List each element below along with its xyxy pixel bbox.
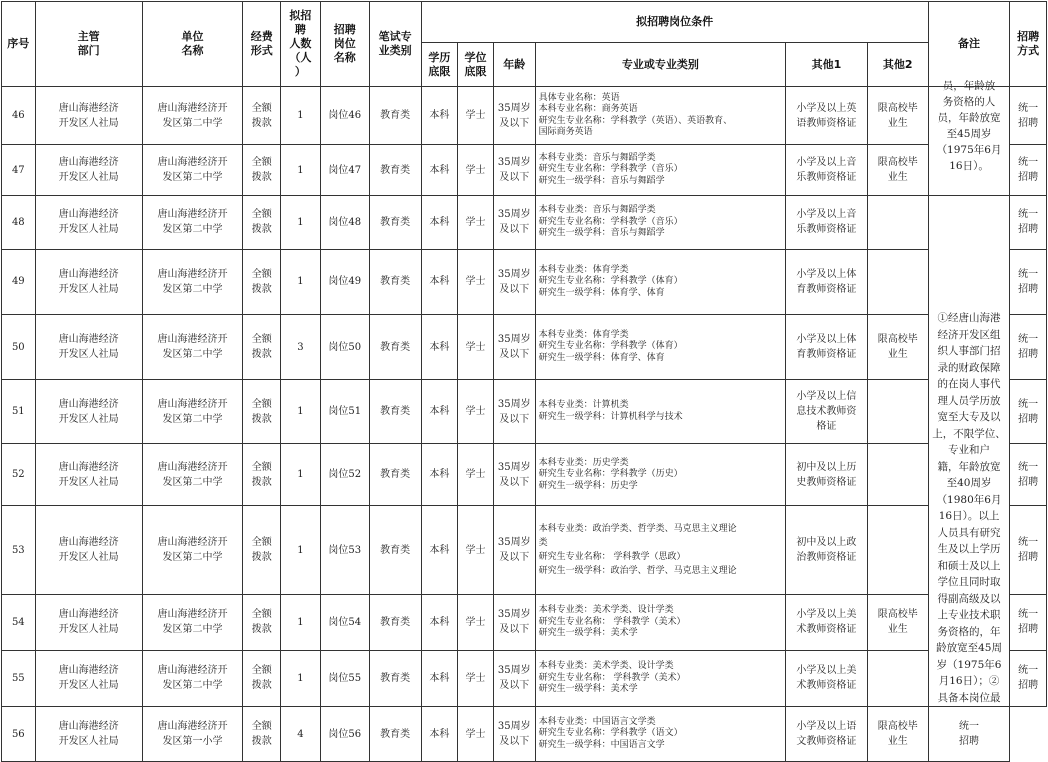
cell-unit: 唐山海港经济开 发区第二中学	[142, 87, 243, 145]
cell-exam: 教育类	[369, 249, 421, 314]
cell-count: 1	[281, 196, 321, 250]
cell-degree: 学士	[458, 594, 494, 650]
table-row	[2, 145, 1047, 196]
cell-exam: 教育类	[369, 145, 421, 196]
cell-age: 35周岁 及以下	[493, 196, 535, 250]
header-degree: 学位 底限	[458, 43, 494, 87]
cell-method: 统一 招聘	[1010, 196, 1047, 250]
cell-position: 岗位48	[320, 196, 369, 250]
cell-method: 统一 招聘	[1010, 314, 1047, 379]
table-row	[2, 87, 1047, 145]
table-row	[2, 314, 1047, 379]
cell-funding: 全额 拨款	[243, 707, 281, 762]
cell-edu: 本科	[421, 249, 458, 314]
cell-other2	[867, 196, 928, 250]
cell-unit: 唐山海港经济开 发区第二中学	[142, 506, 243, 595]
cell-other2	[867, 249, 928, 314]
cell-count: 1	[281, 380, 321, 444]
cell-dept: 唐山海港经济 开发区人社局	[35, 249, 142, 314]
cell-age: 35周岁 及以下	[493, 249, 535, 314]
cell-other1: 初中及以上历 史教师资格证	[786, 444, 867, 506]
cell-other1: 小学及以上英 语教师资格证	[786, 87, 867, 145]
cell-method: 统一 招聘	[1010, 650, 1047, 706]
cell-funding: 全额 拨款	[243, 249, 281, 314]
header-count: 拟招 聘 人数 （人 ）	[281, 2, 321, 87]
cell-edu: 本科	[421, 196, 458, 250]
cell-degree: 学士	[458, 196, 494, 250]
cell-dept: 唐山海港经济 开发区人社局	[35, 196, 142, 250]
cell-other1: 初中及以上政 治教师资格证	[786, 506, 867, 595]
table-row	[2, 380, 1047, 444]
cell-edu: 本科	[421, 145, 458, 196]
cell-exam: 教育类	[369, 87, 421, 145]
cell-exam: 教育类	[369, 380, 421, 444]
cell-funding: 全额 拨款	[243, 506, 281, 595]
table-row	[2, 650, 1047, 706]
cell-age: 35周岁 及以下	[493, 707, 535, 762]
cell-edu: 本科	[421, 707, 458, 762]
header-funding: 经费 形式	[243, 2, 281, 87]
header-age: 年龄	[493, 43, 535, 87]
cell-position: 岗位47	[320, 145, 369, 196]
cell-count: 4	[281, 707, 321, 762]
header-edu: 学历 底限	[421, 43, 458, 87]
cell-seq: 56	[2, 707, 36, 762]
cell-edu: 本科	[421, 87, 458, 145]
cell-count: 1	[281, 506, 321, 595]
header-conditions: 拟招聘岗位条件	[421, 2, 928, 43]
cell-dept: 唐山海港经济 开发区人社局	[35, 506, 142, 595]
cell-major: 本科专业类：体育学类 研究生专业名称：学科教学（体育） 研究生一级学科：体育学、体育	[535, 249, 786, 314]
cell-degree: 学士	[458, 314, 494, 379]
cell-other2	[867, 506, 928, 595]
cell-major: 本科专业类：计算机类 研究生一级学科：计算机科学与技术	[535, 380, 786, 444]
cell-seq: 53	[2, 506, 36, 595]
cell-method: 统一 招聘	[1010, 249, 1047, 314]
cell-age: 35周岁 及以下	[493, 145, 535, 196]
cell-method: 统一 招聘	[1010, 380, 1047, 444]
cell-exam: 教育类	[369, 196, 421, 250]
cell-other2: 限高校毕 业生	[867, 87, 928, 145]
cell-age: 35周岁 及以下	[493, 380, 535, 444]
cell-age: 35周岁 及以下	[493, 87, 535, 145]
cell-unit: 唐山海港经济开 发区第二中学	[142, 594, 243, 650]
cell-count: 1	[281, 650, 321, 706]
cell-dept: 唐山海港经济 开发区人社局	[35, 594, 142, 650]
table-row	[2, 249, 1047, 314]
cell-dept: 唐山海港经济 开发区人社局	[35, 145, 142, 196]
cell-degree: 学士	[458, 380, 494, 444]
cell-major: 本科专业类：美术学类、设计学类 研究生专业名称： 学科教学（美术） 研究生一级学科：美术学	[535, 650, 786, 706]
recruitment-table	[1, 1, 1047, 762]
cell-exam: 教育类	[369, 707, 421, 762]
cell-method: 统一 招聘	[1010, 444, 1047, 506]
cell-unit: 唐山海港经济开 发区第二中学	[142, 650, 243, 706]
header-remark: 备注	[928, 2, 1009, 87]
cell-count: 1	[281, 249, 321, 314]
header-other2: 其他2	[867, 43, 928, 87]
cell-exam: 教育类	[369, 444, 421, 506]
cell-age: 35周岁 及以下	[493, 650, 535, 706]
cell-seq: 51	[2, 380, 36, 444]
cell-degree: 学士	[458, 87, 494, 145]
cell-method: 统一 招聘	[1010, 145, 1047, 196]
cell-other2	[867, 380, 928, 444]
cell-edu: 本科	[421, 380, 458, 444]
cell-dept: 唐山海港经济 开发区人社局	[35, 444, 142, 506]
cell-exam: 教育类	[369, 506, 421, 595]
cell-position: 岗位56	[320, 707, 369, 762]
header-unit: 单位 名称	[142, 2, 243, 87]
cell-other2: 限高校毕 业生	[867, 707, 928, 762]
cell-degree: 学士	[458, 145, 494, 196]
cell-position: 岗位53	[320, 506, 369, 595]
cell-funding: 全额 拨款	[243, 314, 281, 379]
cell-seq: 52	[2, 444, 36, 506]
cell-unit: 唐山海港经济开 发区第二中学	[142, 145, 243, 196]
header-position: 招聘 岗位 名称	[320, 2, 369, 87]
cell-edu: 本科	[421, 314, 458, 379]
table-row	[2, 444, 1047, 506]
cell-age: 35周岁 及以下	[493, 594, 535, 650]
cell-major: 本科专业类：美术学类、设计学类 研究生专业名称： 学科教学（美术） 研究生一级学科：美术学	[535, 594, 786, 650]
cell-dept: 唐山海港经济 开发区人社局	[35, 707, 142, 762]
cell-funding: 全额 拨款	[243, 444, 281, 506]
cell-degree: 学士	[458, 249, 494, 314]
cell-position: 岗位46	[320, 87, 369, 145]
cell-count: 1	[281, 444, 321, 506]
cell-funding: 全额 拨款	[243, 196, 281, 250]
cell-other1: 小学及以上体 育教师资格证	[786, 314, 867, 379]
cell-count: 1	[281, 87, 321, 145]
cell-seq: 54	[2, 594, 36, 650]
cell-age: 35周岁 及以下	[493, 444, 535, 506]
cell-method: 统一 招聘	[1010, 594, 1047, 650]
cell-other1: 小学及以上体 育教师资格证	[786, 249, 867, 314]
cell-dept: 唐山海港经济 开发区人社局	[35, 87, 142, 145]
cell-other2	[867, 444, 928, 506]
cell-other1: 小学及以上语 文教师资格证	[786, 707, 867, 762]
cell-degree: 学士	[458, 444, 494, 506]
cell-major: 本科专业类：中国语言文学类 研究生专业名称：学科教学（语文） 研究生一级学科：中国语言文学	[535, 707, 786, 762]
cell-remark-top: 员，年龄放 务资格的人 员，年龄放宽 至45周岁 （1975年6月 16日）。	[928, 87, 1009, 196]
cell-exam: 教育类	[369, 594, 421, 650]
table-row	[2, 196, 1047, 250]
header-major: 专业或专业类别	[535, 43, 786, 87]
cell-unit: 唐山海港经济开 发区第一小学	[142, 707, 243, 762]
cell-dept: 唐山海港经济 开发区人社局	[35, 380, 142, 444]
cell-funding: 全额 拨款	[243, 87, 281, 145]
cell-seq: 50	[2, 314, 36, 379]
cell-major: 本科专业类：历史学类 研究生专业名称：学科教学（历史） 研究生一级学科：历史学	[535, 444, 786, 506]
cell-count: 1	[281, 145, 321, 196]
cell-age: 35周岁 及以下	[493, 314, 535, 379]
cell-seq: 46	[2, 87, 36, 145]
cell-exam: 教育类	[369, 650, 421, 706]
cell-seq: 48	[2, 196, 36, 250]
header-other1: 其他1	[786, 43, 867, 87]
cell-seq: 49	[2, 249, 36, 314]
cell-other1: 小学及以上信 息技术教师资 格证	[786, 380, 867, 444]
cell-other1: 小学及以上音 乐教师资格证	[786, 196, 867, 250]
cell-funding: 全额 拨款	[243, 145, 281, 196]
cell-major: 本科专业类：音乐与舞蹈学类 研究生专业名称：学科教学（音乐） 研究生一级学科：音乐与舞蹈学	[535, 196, 786, 250]
cell-method: 统一 招聘	[1010, 87, 1047, 145]
cell-other2	[867, 650, 928, 706]
cell-method: 统一 招聘	[928, 707, 1009, 762]
cell-funding: 全额 拨款	[243, 650, 281, 706]
table-row	[2, 707, 1047, 762]
cell-funding: 全额 拨款	[243, 380, 281, 444]
cell-funding: 全额 拨款	[243, 594, 281, 650]
header-dept: 主管 部门	[35, 2, 142, 87]
cell-unit: 唐山海港经济开 发区第二中学	[142, 249, 243, 314]
cell-other2: 限高校毕 业生	[867, 145, 928, 196]
cell-unit: 唐山海港经济开 发区第二中学	[142, 196, 243, 250]
cell-dept: 唐山海港经济 开发区人社局	[35, 314, 142, 379]
table-row	[2, 594, 1047, 650]
cell-age: 35周岁 及以下	[493, 506, 535, 595]
cell-degree: 学士	[458, 650, 494, 706]
cell-remark-main: ①经唐山海港 经济开发区组 织人事部门招 录的财政保障 的在岗人事代 理人员学历放 宽至大专及以 上，不限学位、 专业和户 籍，年龄放宽 至40周岁 （1980年6月 16日）。以上 人员具有研究 生及以上学历 和硕士及以上 学位且同时取 得副高级及以 上专业技术职 务资格的，年 龄放宽至45周 岁（1975年6 月16日）；② 具备本岗位最	[928, 196, 1009, 707]
cell-seq: 47	[2, 145, 36, 196]
cell-other2: 限高校毕 业生	[867, 594, 928, 650]
cell-position: 岗位51	[320, 380, 369, 444]
cell-edu: 本科	[421, 650, 458, 706]
table-row	[2, 506, 1047, 595]
cell-exam: 教育类	[369, 314, 421, 379]
cell-position: 岗位49	[320, 249, 369, 314]
header-seq: 序号	[2, 2, 36, 87]
cell-method: 统一 招聘	[1010, 506, 1047, 595]
cell-degree: 学士	[458, 707, 494, 762]
cell-position: 岗位52	[320, 444, 369, 506]
cell-edu: 本科	[421, 506, 458, 595]
cell-dept: 唐山海港经济 开发区人社局	[35, 650, 142, 706]
cell-major: 本科专业类：音乐与舞蹈学类 研究生专业名称：学科教学（音乐） 研究生一级学科：音乐与舞蹈学	[535, 145, 786, 196]
cell-unit: 唐山海港经济开 发区第二中学	[142, 444, 243, 506]
cell-position: 岗位50	[320, 314, 369, 379]
cell-major: 具体专业名称：英语 本科专业名称：商务英语 研究生专业名称：学科教学（英语）、英语教育、 国际商务英语	[535, 87, 786, 145]
cell-count: 3	[281, 314, 321, 379]
cell-major: 本科专业类：体育学类 研究生专业名称：学科教学（体育） 研究生一级学科：体育学、体育	[535, 314, 786, 379]
cell-position: 岗位54	[320, 594, 369, 650]
cell-seq: 55	[2, 650, 36, 706]
header-method: 招聘 方式	[1010, 2, 1047, 87]
cell-other2: 限高校毕 业生	[867, 314, 928, 379]
header-exam: 笔试专 业类别	[369, 2, 421, 87]
cell-other1: 小学及以上音 乐教师资格证	[786, 145, 867, 196]
cell-major: 本科专业类：政治学类、哲学类、马克思主义理论 类 研究生专业名称： 学科教学（思政） 研究生一级学科：政治学、哲学、马克思主义理论	[535, 506, 786, 595]
cell-edu: 本科	[421, 594, 458, 650]
cell-edu: 本科	[421, 444, 458, 506]
cell-unit: 唐山海港经济开 发区第二中学	[142, 380, 243, 444]
cell-position: 岗位55	[320, 650, 369, 706]
cell-other1: 小学及以上美 术教师资格证	[786, 650, 867, 706]
cell-count: 1	[281, 594, 321, 650]
cell-other1: 小学及以上美 术教师资格证	[786, 594, 867, 650]
cell-unit: 唐山海港经济开 发区第二中学	[142, 314, 243, 379]
cell-degree: 学士	[458, 506, 494, 595]
